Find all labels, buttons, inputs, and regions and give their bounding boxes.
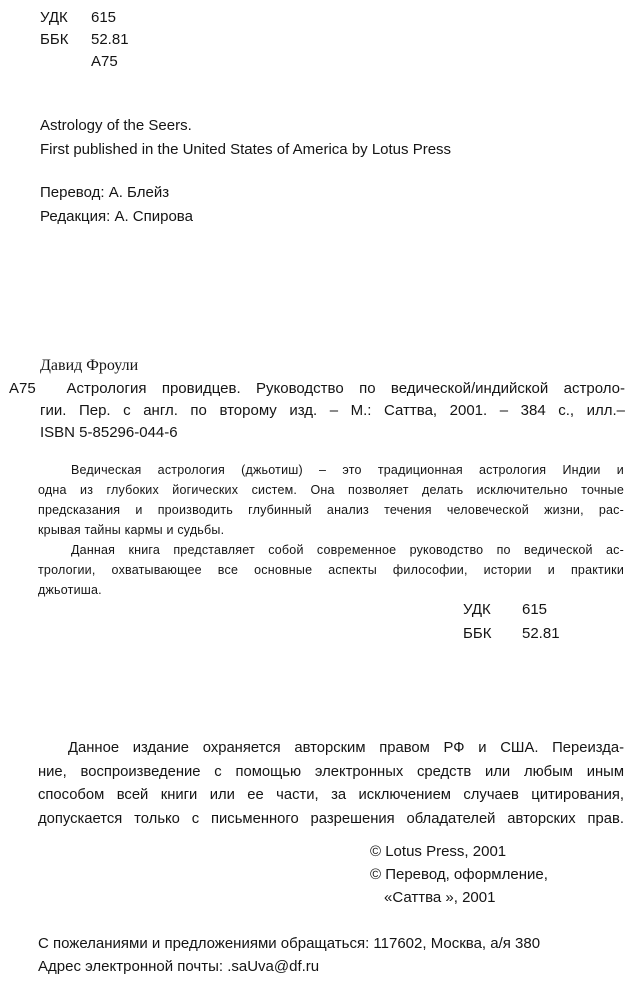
copyright-notice-line: допускается только с письменного разрешения обладателей авторских прав.: [38, 810, 624, 827]
bottom-udk-label: УДК: [463, 601, 491, 618]
catalog-line-2: гии. Пер. с англ. по второму изд. – М.: Саттва, 2001. – 384 с., илл.–: [40, 402, 625, 419]
copyright-holders: [370, 840, 548, 909]
top-author-mark: А75: [91, 53, 118, 70]
translation-credit: Перевод: А. Блейз: [40, 184, 170, 201]
original-publication: [40, 114, 451, 162]
bottom-bbk-row: [463, 622, 560, 646]
abstract: [38, 460, 624, 600]
copyright-notice-line: Данное издание охраняется авторским правом РФ и США. Переизда-: [68, 740, 624, 756]
copyright-sattva: «Саттва », 2001: [384, 889, 496, 906]
copyright-lotus: © Lotus Press, 2001: [370, 843, 507, 860]
copyright-notice-line: ние, воспроизведение с помощью электронных средств или любым иным: [38, 763, 624, 780]
copyright-notice: [38, 737, 624, 831]
bottom-udk-row: [463, 598, 560, 622]
catalog-title-line: Астрология провидцев. Руководство по ведической/индийской астроло-: [66, 380, 625, 397]
bottom-udk-value: 615: [522, 601, 548, 618]
contact-email: Адрес электронной почты: .saUva@df.ru: [38, 958, 320, 975]
original-title: Astrology of the Seers.: [40, 117, 192, 134]
abstract-p1-line: одна из глубоких йогических систем. Она позволяет делать исключительно точные: [38, 483, 624, 497]
abstract-p1-line: предсказания и производить глубинный анализ течения человеческой жизни, рас-: [38, 503, 624, 517]
top-udk-row: [40, 7, 129, 29]
editing-credit: Редакция: А. Спирова: [40, 208, 193, 225]
bottom-bbk-label: ББК: [463, 625, 492, 642]
catalog-line-1: [9, 378, 625, 400]
catalog-isbn: ISBN 5-85296-044-6: [40, 424, 178, 441]
catalog-author: Давид Фроули: [40, 357, 139, 374]
catalog-mark: А75: [9, 380, 36, 397]
top-index-block: [40, 7, 129, 73]
credits: [40, 181, 193, 229]
copyright-notice-line: способом всей книги или ее части, за исключением случаев цитирования,: [38, 787, 624, 803]
top-bbk-row: [40, 29, 129, 51]
top-bbk-label: ББК: [40, 31, 69, 48]
abstract-p1-line: крывая тайны кармы и судьбы.: [38, 523, 225, 537]
abstract-p1-line: Ведическая астрология (джьотиш) – это традиционная астрология Индии и: [71, 463, 624, 477]
bottom-bbk-value: 52.81: [522, 625, 560, 642]
original-published: First published in the United States of America by Lotus Press: [40, 141, 452, 158]
contact-address: С пожеланиями и предложениями обращаться: 117602, Москва, а/я 380: [38, 935, 541, 952]
abstract-p2-line: джьотиша.: [38, 583, 102, 597]
top-udk-label: УДК: [40, 9, 68, 26]
copyright-translation: © Перевод, оформление,: [370, 866, 548, 883]
top-udk-value: 615: [91, 9, 117, 26]
top-bbk-value: 52.81: [91, 31, 129, 48]
abstract-p2-line: Данная книга представляет собой современное руководство по ведической ас-: [71, 543, 624, 557]
contact-block: [38, 932, 540, 978]
bottom-index-block: [463, 598, 560, 646]
catalog-entry: [9, 378, 625, 444]
abstract-p2-line: трологии, охватывающее все основные аспекты философии, истории и практики: [38, 563, 624, 577]
